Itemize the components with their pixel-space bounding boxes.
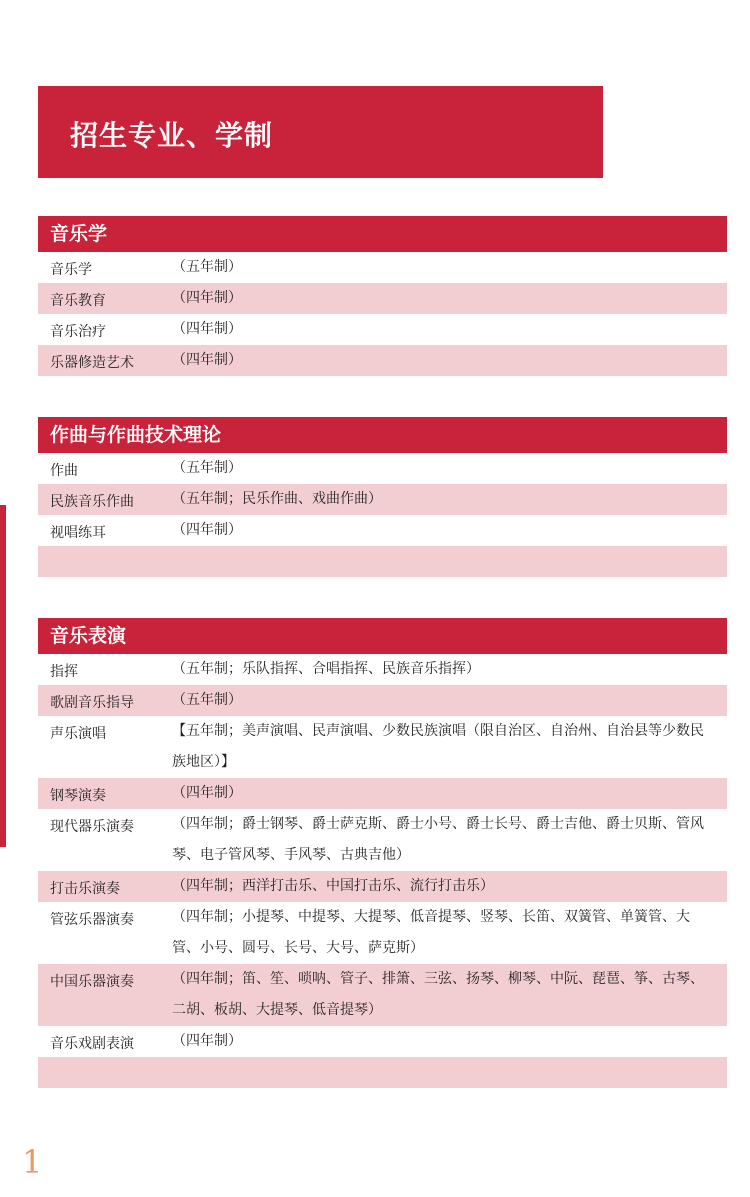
major-name: 音乐治疗 bbox=[50, 324, 106, 340]
table-row-empty bbox=[38, 546, 727, 577]
major-desc: （四年制） bbox=[172, 321, 242, 337]
major-desc: （五年制） bbox=[172, 460, 242, 476]
major-name: 作曲 bbox=[50, 463, 78, 479]
major-desc: （四年制） bbox=[172, 522, 242, 538]
major-name: 歌剧音乐指导 bbox=[50, 695, 134, 711]
section-music-studies bbox=[38, 216, 727, 376]
major-desc: 【五年制；美声演唱、民声演唱、少数民族演唱（限自治区、自治州、自治县等少数民族地区）】 bbox=[172, 723, 704, 770]
table-row bbox=[38, 809, 727, 871]
major-desc: （四年制） bbox=[172, 1033, 242, 1049]
side-accent-bar bbox=[0, 505, 6, 847]
major-desc: （四年制；爵士钢琴、爵士萨克斯、爵士小号、爵士长号、爵士吉他、爵士贝斯、管风琴、电子管风琴、手风琴、古典吉他） bbox=[172, 816, 704, 863]
major-desc: （五年制；乐队指挥、合唱指挥、民族音乐指挥） bbox=[172, 661, 480, 677]
major-desc: （五年制） bbox=[172, 259, 242, 275]
major-name: 音乐教育 bbox=[50, 293, 106, 309]
major-desc: （四年制；笛、笙、唢呐、管子、排箫、三弦、扬琴、柳琴、中阮、琵琶、筝、古琴、二胡、板胡、大提琴、低音提琴） bbox=[172, 971, 704, 1018]
table-row bbox=[38, 515, 727, 546]
major-name: 音乐戏剧表演 bbox=[50, 1036, 134, 1052]
major-name: 钢琴演奏 bbox=[50, 788, 106, 804]
major-desc: （四年制；小提琴、中提琴、大提琴、低音提琴、竖琴、长笛、双簧管、单簧管、大管、小号、圆号、长号、大号、萨克斯） bbox=[172, 909, 690, 956]
major-desc: （四年制） bbox=[172, 352, 242, 368]
major-desc: （五年制；民乐作曲、戏曲作曲） bbox=[172, 491, 382, 507]
major-name: 视唱练耳 bbox=[50, 525, 106, 541]
major-name: 民族音乐作曲 bbox=[50, 494, 134, 510]
section-title: 作曲与作曲技术理论 bbox=[38, 417, 727, 453]
table-row-empty bbox=[38, 1057, 727, 1088]
section-music-performance bbox=[38, 618, 727, 1088]
section-title: 音乐表演 bbox=[38, 618, 727, 654]
major-name: 音乐学 bbox=[50, 262, 92, 278]
table-row bbox=[38, 716, 727, 778]
section-composition bbox=[38, 417, 727, 577]
major-desc: （四年制） bbox=[172, 290, 242, 306]
major-name: 打击乐演奏 bbox=[50, 881, 120, 897]
major-desc: （四年制；西洋打击乐、中国打击乐、流行打击乐） bbox=[172, 878, 494, 894]
title-banner bbox=[38, 86, 603, 178]
table-row bbox=[38, 345, 727, 376]
major-name: 乐器修造艺术 bbox=[50, 355, 134, 371]
table-row bbox=[38, 1026, 727, 1057]
major-name: 管弦乐器演奏 bbox=[50, 912, 134, 928]
major-name: 现代器乐演奏 bbox=[50, 819, 134, 835]
page-number: 1 bbox=[22, 1143, 43, 1181]
section-title: 音乐学 bbox=[38, 216, 727, 252]
major-name: 中国乐器演奏 bbox=[50, 974, 134, 990]
major-name: 指挥 bbox=[50, 664, 78, 680]
page-title: 招生专业、学制 bbox=[70, 119, 274, 152]
table-row bbox=[38, 964, 727, 1026]
table-row bbox=[38, 902, 727, 964]
major-desc: （五年制） bbox=[172, 692, 242, 708]
major-desc: （四年制） bbox=[172, 785, 242, 801]
major-name: 声乐演唱 bbox=[50, 726, 106, 742]
